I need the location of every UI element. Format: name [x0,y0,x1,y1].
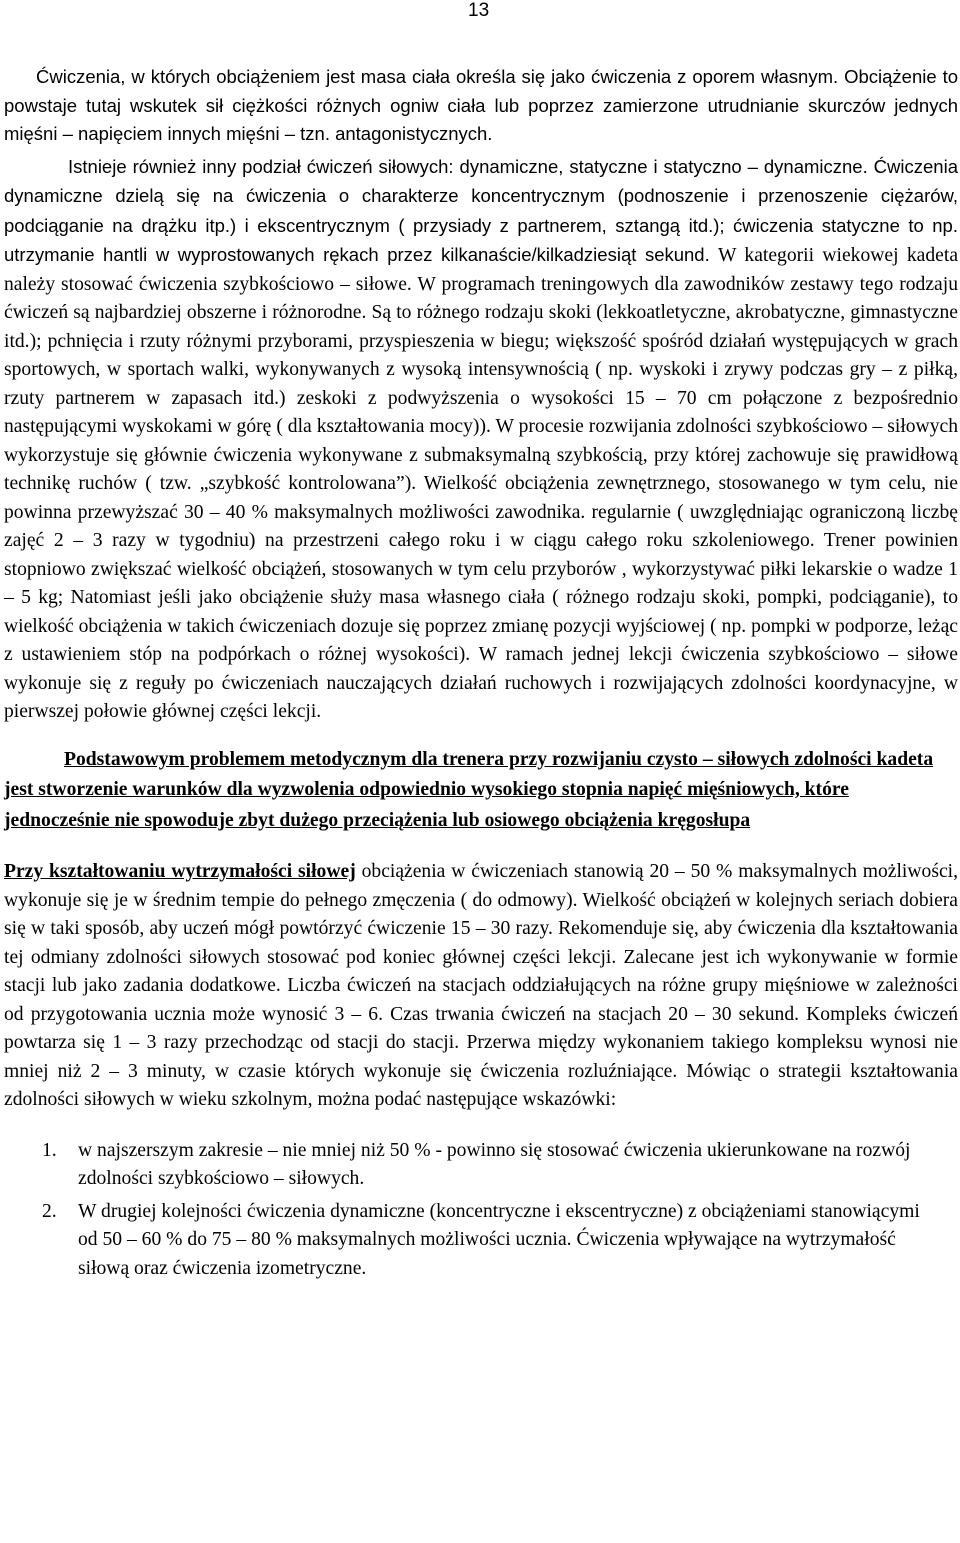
speed-strength-text: W kategorii wiekowej kadeta należy stosować ćwiczenia szybkościowo – siłowe. W programach treningowych dla zawodników zestawy tego rodzaju ćwiczeń są najbardziej obszerne i różnorodne. Są to różnego rodzaju skoki (lekkoatletyczne, akrobatyczne, gimnastyczne itd.); pchnięcia i rzuty różnymi przyborami, przyspieszenia w biegu; większość spośród działań występujących w grach sportowych, w sportach walki, wykonywanych z wysoką intensywnością ( np. wyskoki i zrywy podczas gry – z piłką, rzuty partnerem w zapasach itd.) zeskoki z podwyższenia o wysokości 15 – 70 cm połączone z bezpośrednio następującymi wyskokami w górę ( dla kształtowania mocy)). W procesie rozwijania zdolności szybkościowo – siłowych wykorzystuje się głównie ćwiczenia wykonywane z submaksymalną szybkością, przy której zachowuje się prawidłową technikę ruchów ( tzw. „szybkość kontrolowana”). Wielkość obciążenia zewnętrznego, stosowanego w tym celu, nie powinna przewyższać 30 – 40 % maksymalnych możliwości zawodnika. regularnie ( uwzględniając ograniczoną liczbę zajęć 2 – 3 razy w tygodniu) na przestrzeni całego roku i w ciągu całego roku szkoleniowego. Trener powinien stopniowo zwiększać wielkość obciążeń, stosowanych w tym celu przyborów , wykorzystywać piłki lekarskie o wadze 1 – 5 kg; Natomiast jeśli jako obciążenie służy masa własnego ciała ( różnego rodzaju skoki, pompki, podciąganie), to wielkość obciążenia w takich ćwiczeniach dozuje się poprzez zmianę pozycji wyjściowej ( np. pompki w podporze, leżąc z ustawieniem stóp na podpórkach o różnej wysokości). W ramach jednej lekcji ćwiczenia szybkościowo – siłowe wykonuje się z reguły po ćwiczeniach nauczających działań ruchowych i rozwijających zdolności koordynacyjne, w pierwszej połowie głównej części lekcji. [4,245,959,722]
document-body [4,63,958,1287]
paragraph-strength-exercise-types [4,153,958,727]
paragraph-bodyweight-exercises: Ćwiczenia, w których obciążeniem jest masa ciała określa się jako ćwiczenia z oporem własnym. Obciążenie to powstaje tutaj wskutek sił ciężkości różnych ogniw ciała lub poprzez zamierzone utrudnianie skurczów jednych mięśni – napięciem innych mięśni – tzn. antagonistycznych. [4,66,958,144]
list-item-text: W drugiej kolejności ćwiczenia dynamiczne (koncentryczne i ekscentryczne) z obciążeniami stanowiącymi od 50 – 60 % do 75 – 80 % maksymalnych możliwości ucznia. Ćwiczenia wpływające na wytrzymałość siłową oraz ćwiczenia izometryczne. [78,1200,920,1279]
page-number: 13 [468,0,490,21]
list-item-number: 1. [42,1139,57,1161]
heading-text: Podstawowym problemem metodycznym dla trenera przy rozwijaniu czysto – siłowych zdolności kadeta jest stworzenie warunków dla wyzwolenia odpowiednio wysokiego stopnia napięć mięśniowych, które jednocześnie nie spowoduje zbyt dużego przeciążenia lub osiowego obciążenia kręgosłupa [4,748,934,831]
list-item [4,1198,958,1284]
list-item-text: w najszerszym zakresie – nie mniej niż 50 % - powinno się stosować ćwiczenia ukierunkowane na rozwój zdolności szybkościowo – siłowych. [78,1139,911,1189]
strength-endurance-lead: Przy kształtowaniu wytrzymałości siłowej [4,861,356,882]
strength-endurance-text: obciążenia w ćwiczeniach stanowią 20 – 50 % maksymalnych możliwości, wykonuje się je w średnim tempie do pełnego zmęczenia ( do odmowy). Wielkość obciążeń w kolejnych seriach dobiera się w taki sposób, aby uczeń mógł powtórzyć ćwiczenie 15 – 30 razy. Rekomenduje się, aby ćwiczenia dla kształtowania tej odmiany zdolności siłowych stosować pod koniec głównej części lekcji. Zalecane jest ich wykonywanie w formie stacji lub jako zadania dodatkowe. Liczba ćwiczeń na stacjach oddziałujących na różne grupy mięśniowe w zależności od przygotowania ucznia może wynosić 3 – 6. Czas trwania ćwiczeń na stacjach 20 – 30 sekund. Kompleks ćwiczeń powtarza się 1 – 3 razy przechodząc od stacji do stacji. Przerwa między wykonaniem takiego kompleksu wynosi nie mniej niż 2 – 3 minuty, w czasie których wykonuje się ćwiczenia rozluźniające. Mówiąc o strategii kształtowania zdolności siłowych w wieku szkolnym, można podać następujące wskazówki: [4,861,958,1110]
paragraph-strength-endurance [4,858,958,1115]
list-item-number: 2. [42,1200,57,1222]
guidelines-list [4,1137,958,1284]
methodology-problem-heading [4,745,958,837]
strength-division-text: Istnieje również inny podział ćwiczeń siłowych: dynamiczne, statyczne i statyczno – dynamiczne. Ćwiczenia dynamiczne dzielą się na ćwiczenia o charakterze koncentrycznym (podnoszenie i przenoszenie ciężarów, podciąganie na drążku itp.) i ekscentrycznym ( przysiady z partnerem, sztangą itd.); ćwiczenia statyczne to np. utrzymanie hantli w wyprostowanych rękach przez kilkanaście/kilkadziesiąt sekund. [4,155,958,265]
list-item [4,1137,958,1194]
